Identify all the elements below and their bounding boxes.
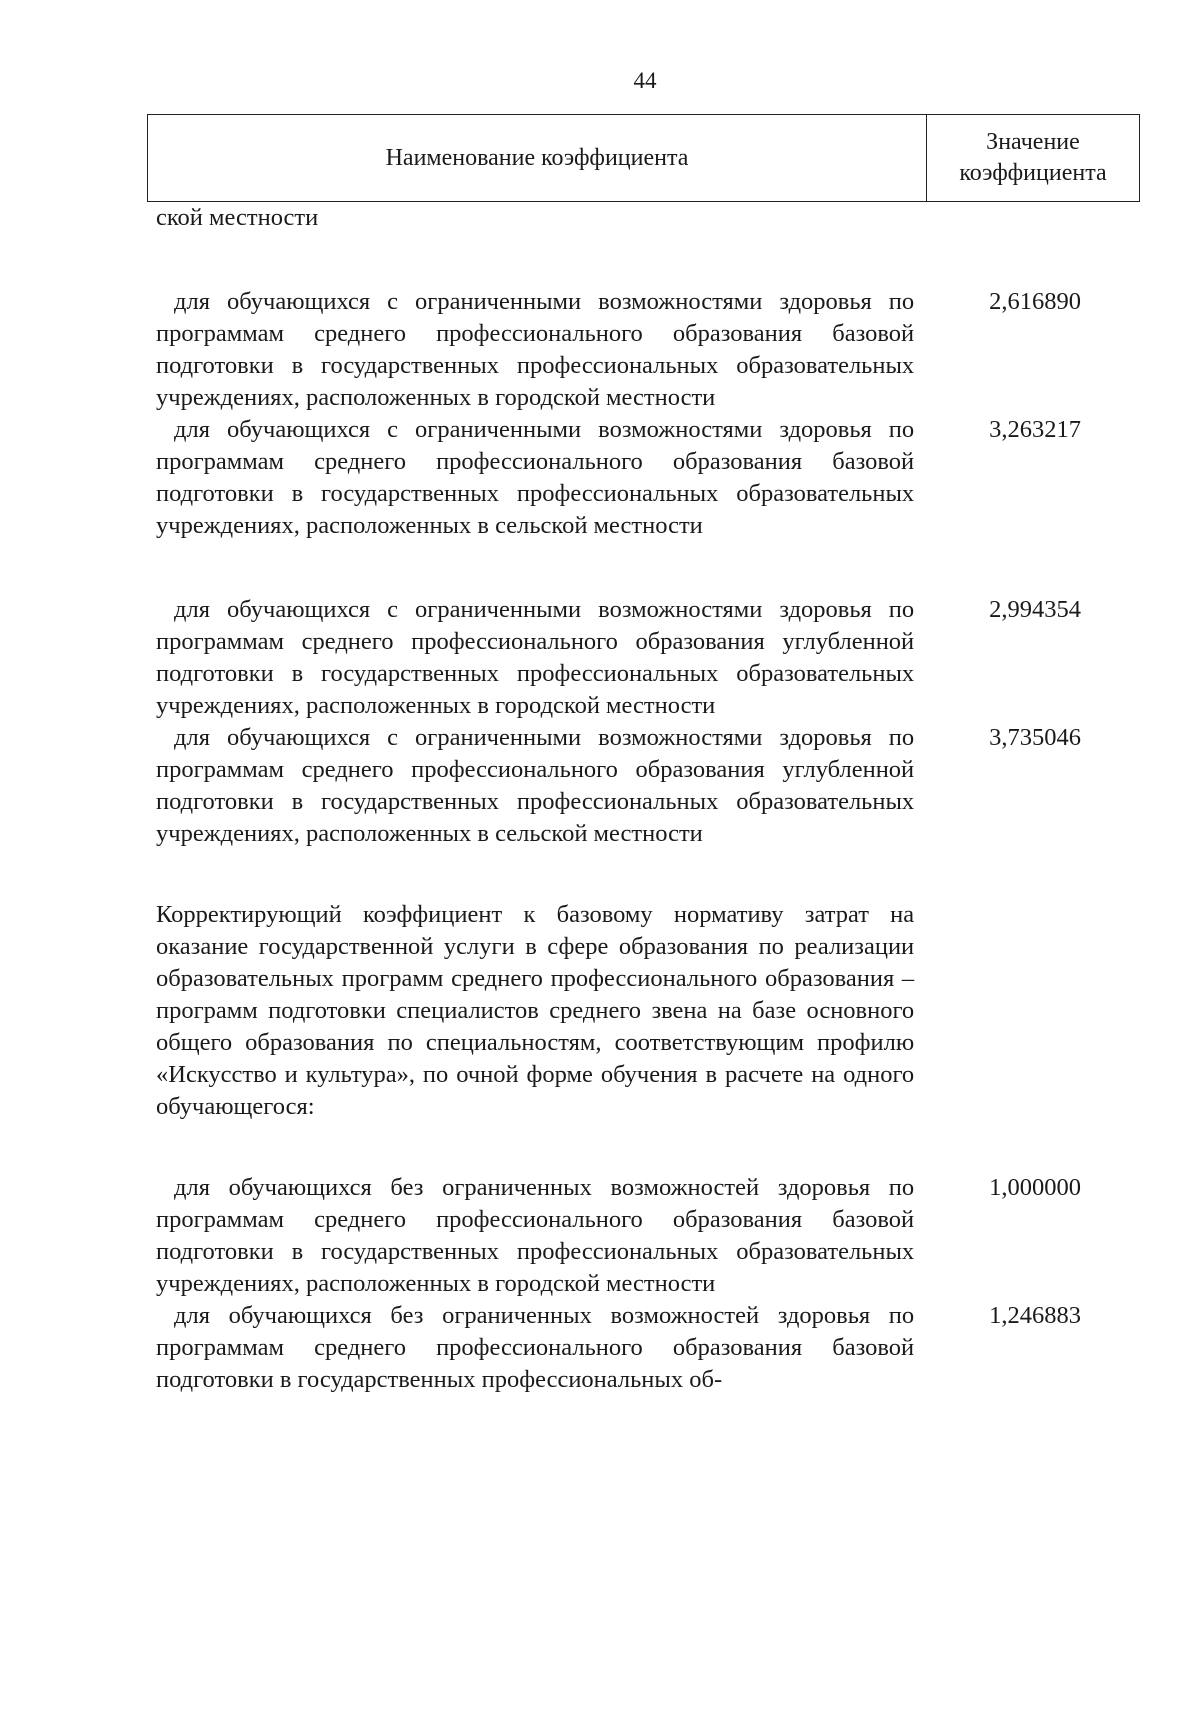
page-number: 44 [633,68,657,93]
row-value: 3,263217 [989,416,1082,443]
row-text: для обучающихся с ограниченными возможностями здоровья по программам среднего профессионального образования углубленной подготовки в государственных профессиональных образовательных учреждениях, расположенных в городской местности [156,596,915,719]
row-text: ской местности [156,204,319,231]
row-value: 1,000000 [989,1174,1082,1201]
row-value: 2,994354 [989,596,1082,623]
table-row [156,414,1151,542]
header-coefficient-name: Наименование коэффициента [148,115,927,201]
row-value: 3,735046 [989,724,1082,751]
table-row [156,286,1151,414]
table-header [147,114,1140,202]
row-value: 2,616890 [989,288,1082,315]
header-coefficient-value: Значение коэффициента [959,128,1107,186]
row-text: для обучающихся с ограниченными возможностями здоровья по программам среднего профессионального образования базовой подготовки в государственных профессиональных образовательных учреждениях, расположенных в городской местности [156,288,915,411]
row-text: для обучающихся с ограниченными возможностями здоровья по программам среднего профессионального образования базовой подготовки в государственных профессиональных образовательных учреждениях, расположенных в сельской местности [156,416,915,539]
row-text: для обучающихся с ограниченными возможностями здоровья по программам среднего профессионального образования углубленной подготовки в государственных профессиональных образовательных учреждениях, расположенных в сельской местности [156,724,915,847]
table-row [156,202,1151,234]
row-value: 1,246883 [989,1302,1082,1329]
row-text: Корректирующий коэффициент к базовому нормативу затрат на оказание государственной услуги в сфере образования по реализации образовательных программ среднего профессионального образования – программ подготовки специалистов среднего звена на базе основного общего образования по специальностям, соответствующим профилю «Искусство и культура», по очной форме обучения в расчете на одного обучающегося: [156,901,915,1120]
table-row [156,1172,1151,1300]
coefficient-table-body [156,202,1151,1396]
row-text: для обучающихся без ограниченных возможностей здоровья по программам среднего профессионального образования базовой подготовки в государственных профессиональных образовательных учреждениях, расположенных в городской местности [156,1174,915,1297]
table-row [156,594,1151,722]
row-text: для обучающихся без ограниченных возможностей здоровья по программам среднего профессионального образования базовой подготовки в государственных профессиональных об- [156,1302,915,1393]
table-row [156,899,1151,1123]
table-row [156,1300,1151,1396]
table-row [156,722,1151,850]
